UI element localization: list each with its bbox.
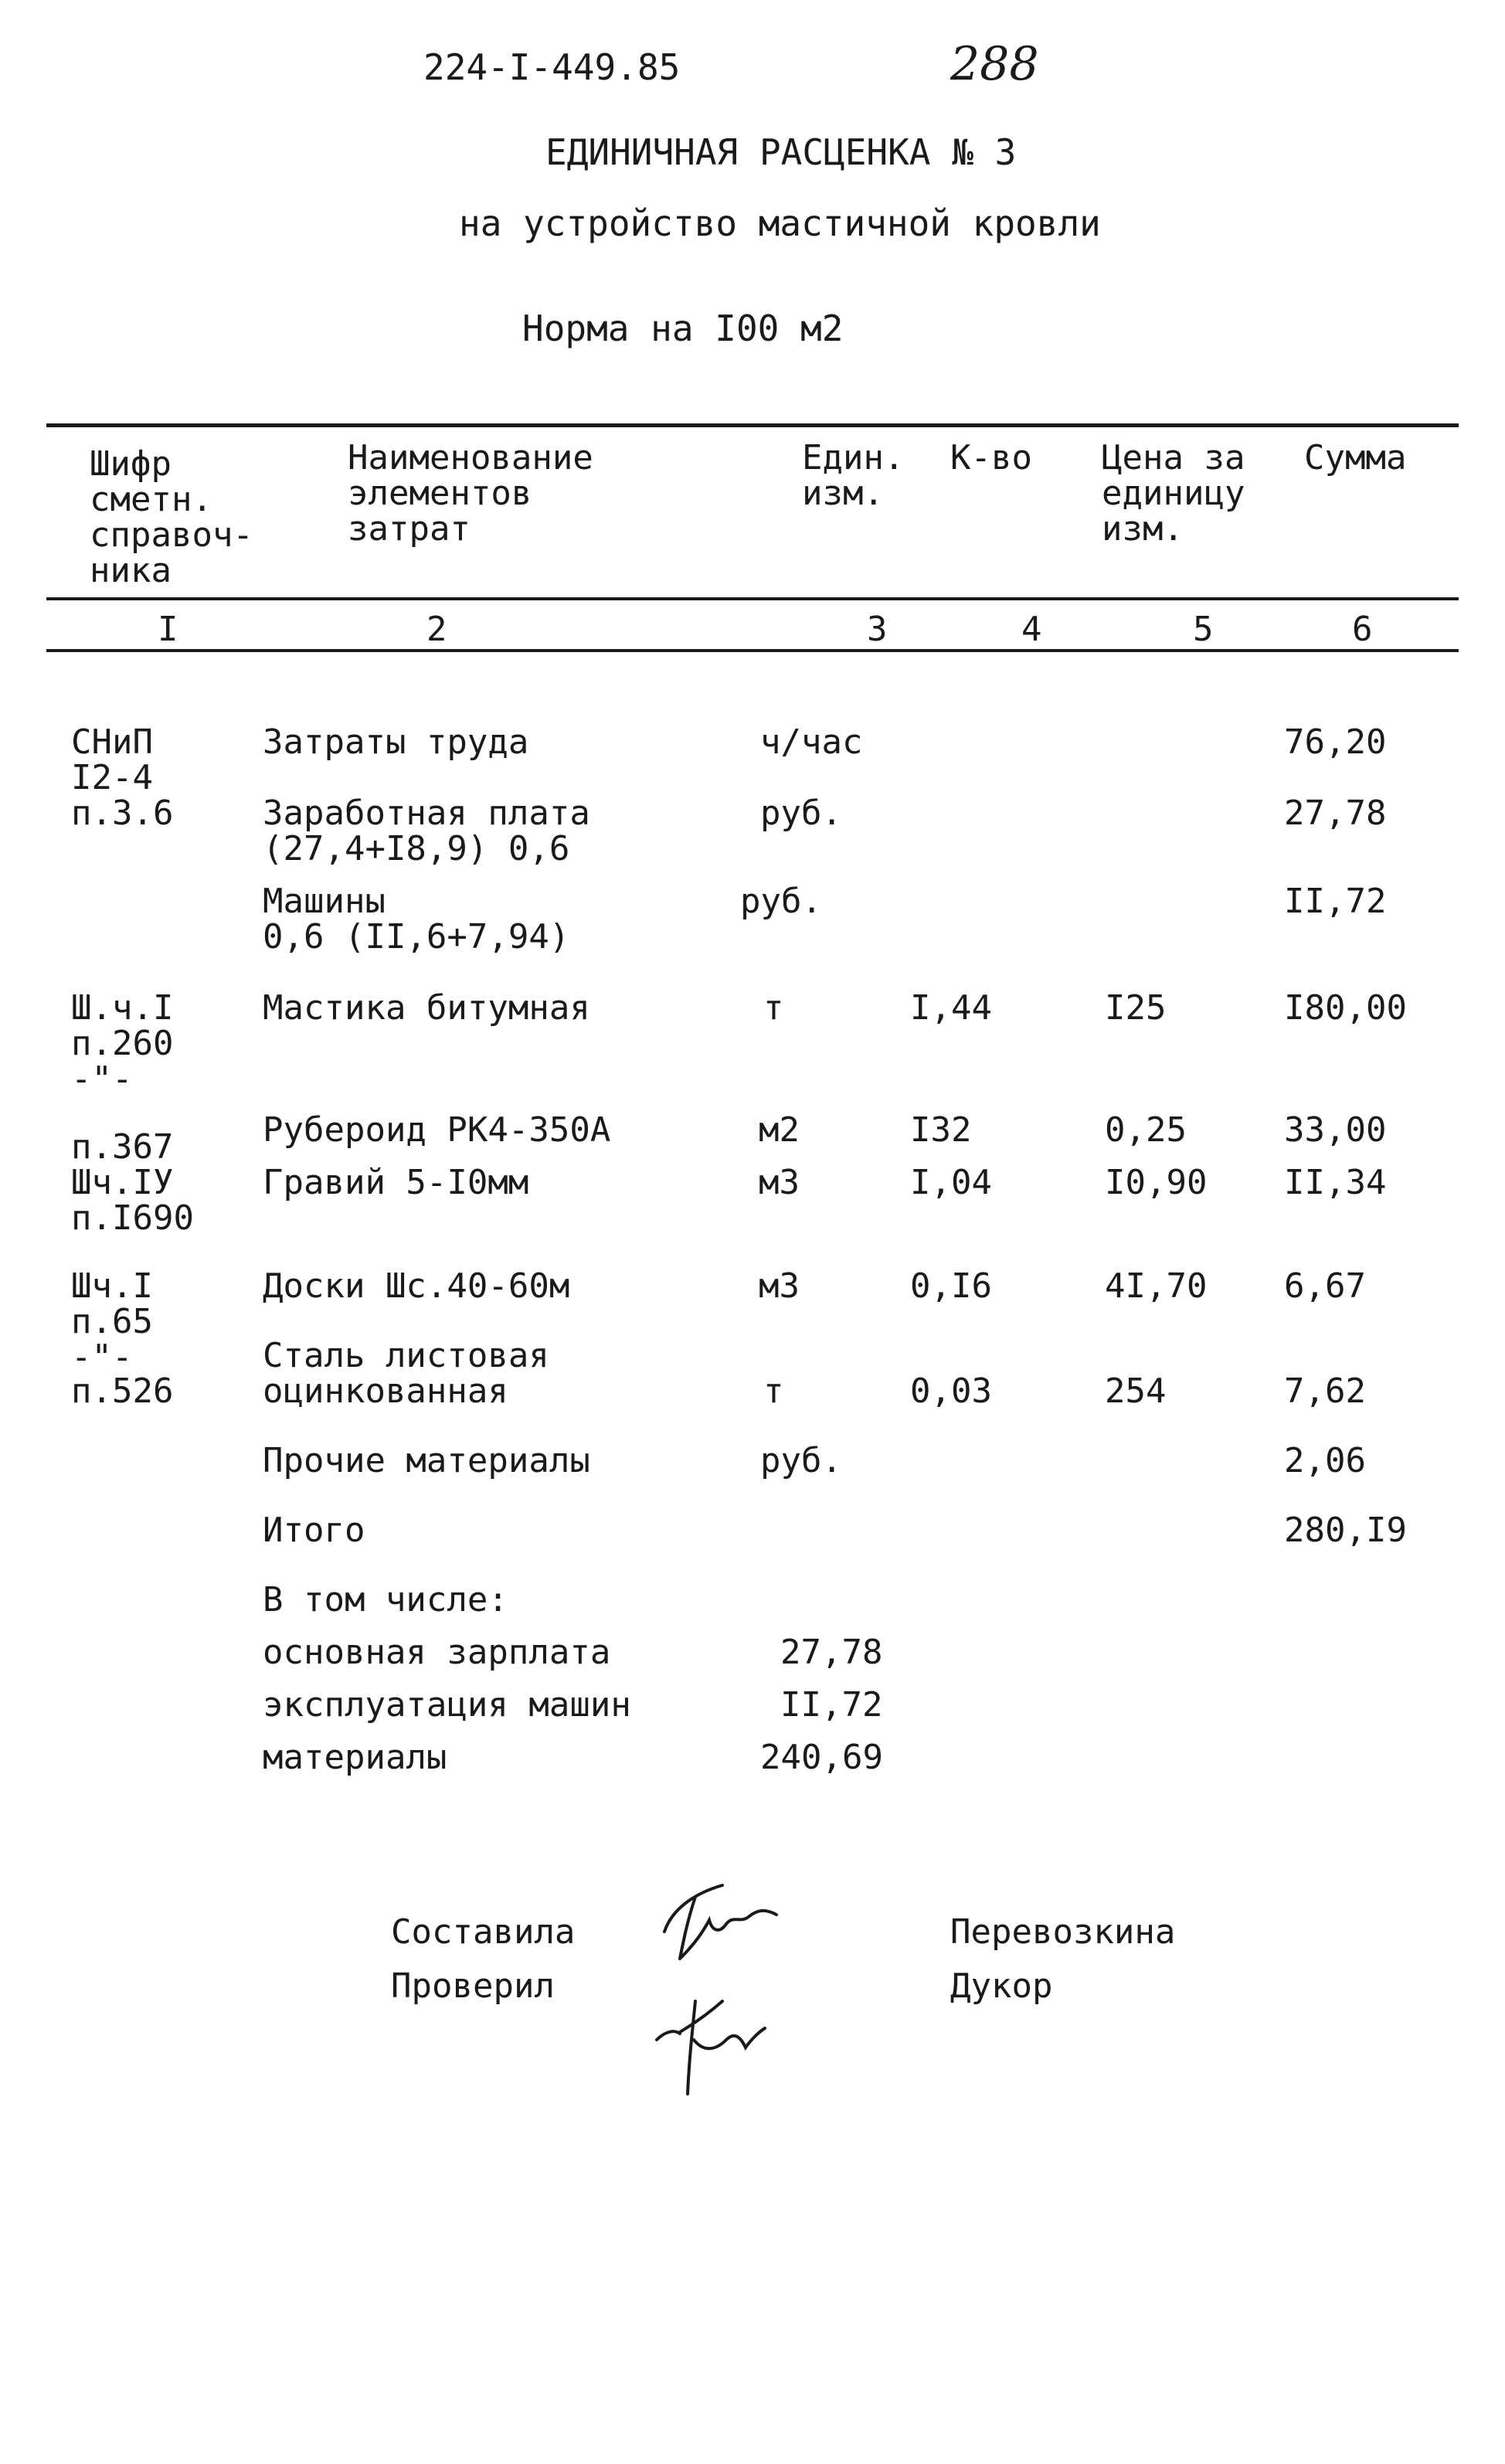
col-number: 2 xyxy=(426,610,447,649)
row-code: п.3.6 xyxy=(71,794,174,833)
table-header-rule xyxy=(46,597,1459,600)
row-name: Затраты труда xyxy=(263,722,529,762)
row-sum: 7,62 xyxy=(1284,1371,1366,1411)
row-code: Ш.ч.I п.260 -"- xyxy=(71,988,174,1099)
document-subtitle: на устройство мастичной кровли xyxy=(459,202,1101,244)
total-label: Итого xyxy=(263,1511,365,1550)
col-number: 4 xyxy=(1021,610,1042,649)
col-number: 3 xyxy=(867,610,888,649)
breakdown-label: материалы xyxy=(263,1738,447,1777)
row-name: Доски Шс.40-60м xyxy=(263,1266,570,1306)
row-unit: м3 xyxy=(759,1163,800,1202)
row-code: Шч.IУ п.I690 xyxy=(71,1163,194,1238)
breakdown-value: 240,69 xyxy=(760,1738,883,1777)
row-unit: ч/час xyxy=(760,722,863,762)
row-unit: руб. xyxy=(740,882,822,921)
breakdown-value: 27,78 xyxy=(780,1633,883,1672)
row-qty: I,04 xyxy=(910,1163,992,1202)
row-price: 254 xyxy=(1105,1371,1167,1411)
col-header-name: Наименование элементов затрат xyxy=(348,438,593,549)
document-code: 224-I-449.85 xyxy=(423,46,681,88)
document-title: ЕДИНИЧНАЯ РАСЦЕНКА № 3 xyxy=(545,131,1017,173)
checked-label: Проверил xyxy=(391,1966,555,2006)
row-price: I25 xyxy=(1105,988,1167,1028)
col-number: 5 xyxy=(1193,610,1214,649)
row-unit: м2 xyxy=(759,1110,800,1150)
row-sum: 6,67 xyxy=(1284,1266,1366,1306)
col-header-code: Шифр сметн. справоч- ника xyxy=(90,444,253,590)
col-header-unit: Един. изм. xyxy=(802,438,905,513)
col-header-price: Цена за единицу изм. xyxy=(1102,438,1245,549)
page-number: 288 xyxy=(950,37,1039,91)
row-name: Рубероид РК4-350А xyxy=(263,1110,611,1150)
row-sum: 27,78 xyxy=(1284,794,1387,833)
signature-composed-icon xyxy=(649,1878,819,1970)
row-sum: I80,00 xyxy=(1284,988,1407,1028)
row-name: Мастика битумная xyxy=(263,988,590,1028)
row-sum: 33,00 xyxy=(1284,1110,1387,1150)
row-name: Прочие материалы xyxy=(263,1441,590,1480)
row-name: Сталь листовая оцинкованная xyxy=(263,1336,549,1411)
row-name: Машины 0,6 (II,6+7,94) xyxy=(263,882,570,957)
breakdown-heading: В том числе: xyxy=(263,1580,508,1619)
breakdown-value: II,72 xyxy=(780,1685,883,1725)
composed-name: Перевозкина xyxy=(950,1912,1176,1952)
col-header-sum: Сумма xyxy=(1304,438,1407,478)
row-qty: I,44 xyxy=(910,988,992,1028)
breakdown-label: эксплуатация машин xyxy=(263,1685,631,1725)
col-number: I xyxy=(158,610,178,649)
row-qty: 0,I6 xyxy=(910,1266,992,1306)
row-unit: т xyxy=(763,1371,784,1411)
row-qty: I32 xyxy=(910,1110,972,1150)
row-unit: т xyxy=(763,988,784,1028)
col-number: 6 xyxy=(1352,610,1373,649)
row-code: п.526 xyxy=(71,1371,174,1411)
table-numbers-rule xyxy=(46,649,1459,652)
row-code: Шч.I п.65 -"- xyxy=(71,1266,153,1377)
row-sum: 2,06 xyxy=(1284,1441,1366,1480)
row-qty: 0,03 xyxy=(910,1371,992,1411)
row-code: п.367 xyxy=(71,1127,174,1167)
row-unit: руб. xyxy=(760,794,842,833)
row-unit: руб. xyxy=(760,1441,842,1480)
checked-name: Дукор xyxy=(950,1966,1053,2006)
row-sum: 76,20 xyxy=(1284,722,1387,762)
row-price: 0,25 xyxy=(1105,1110,1187,1150)
row-code: СНиП I2-4 xyxy=(71,722,153,797)
row-sum: II,72 xyxy=(1284,882,1387,921)
row-name: Гравий 5-I0мм xyxy=(263,1163,529,1202)
row-name: Заработная плата (27,4+I8,9) 0,6 xyxy=(263,794,590,868)
total-sum: 280,I9 xyxy=(1284,1511,1407,1550)
breakdown-label: основная зарплата xyxy=(263,1633,611,1672)
row-unit: м3 xyxy=(759,1266,800,1306)
table-top-rule xyxy=(46,423,1459,427)
row-price: I0,90 xyxy=(1105,1163,1208,1202)
col-header-qty: К-во xyxy=(950,438,1032,478)
row-price: 4I,70 xyxy=(1105,1266,1208,1306)
composed-label: Составила xyxy=(391,1912,576,1952)
norm-label: Норма на I00 м2 xyxy=(522,308,844,349)
signature-checked-icon xyxy=(649,1978,803,2102)
row-sum: II,34 xyxy=(1284,1163,1387,1202)
